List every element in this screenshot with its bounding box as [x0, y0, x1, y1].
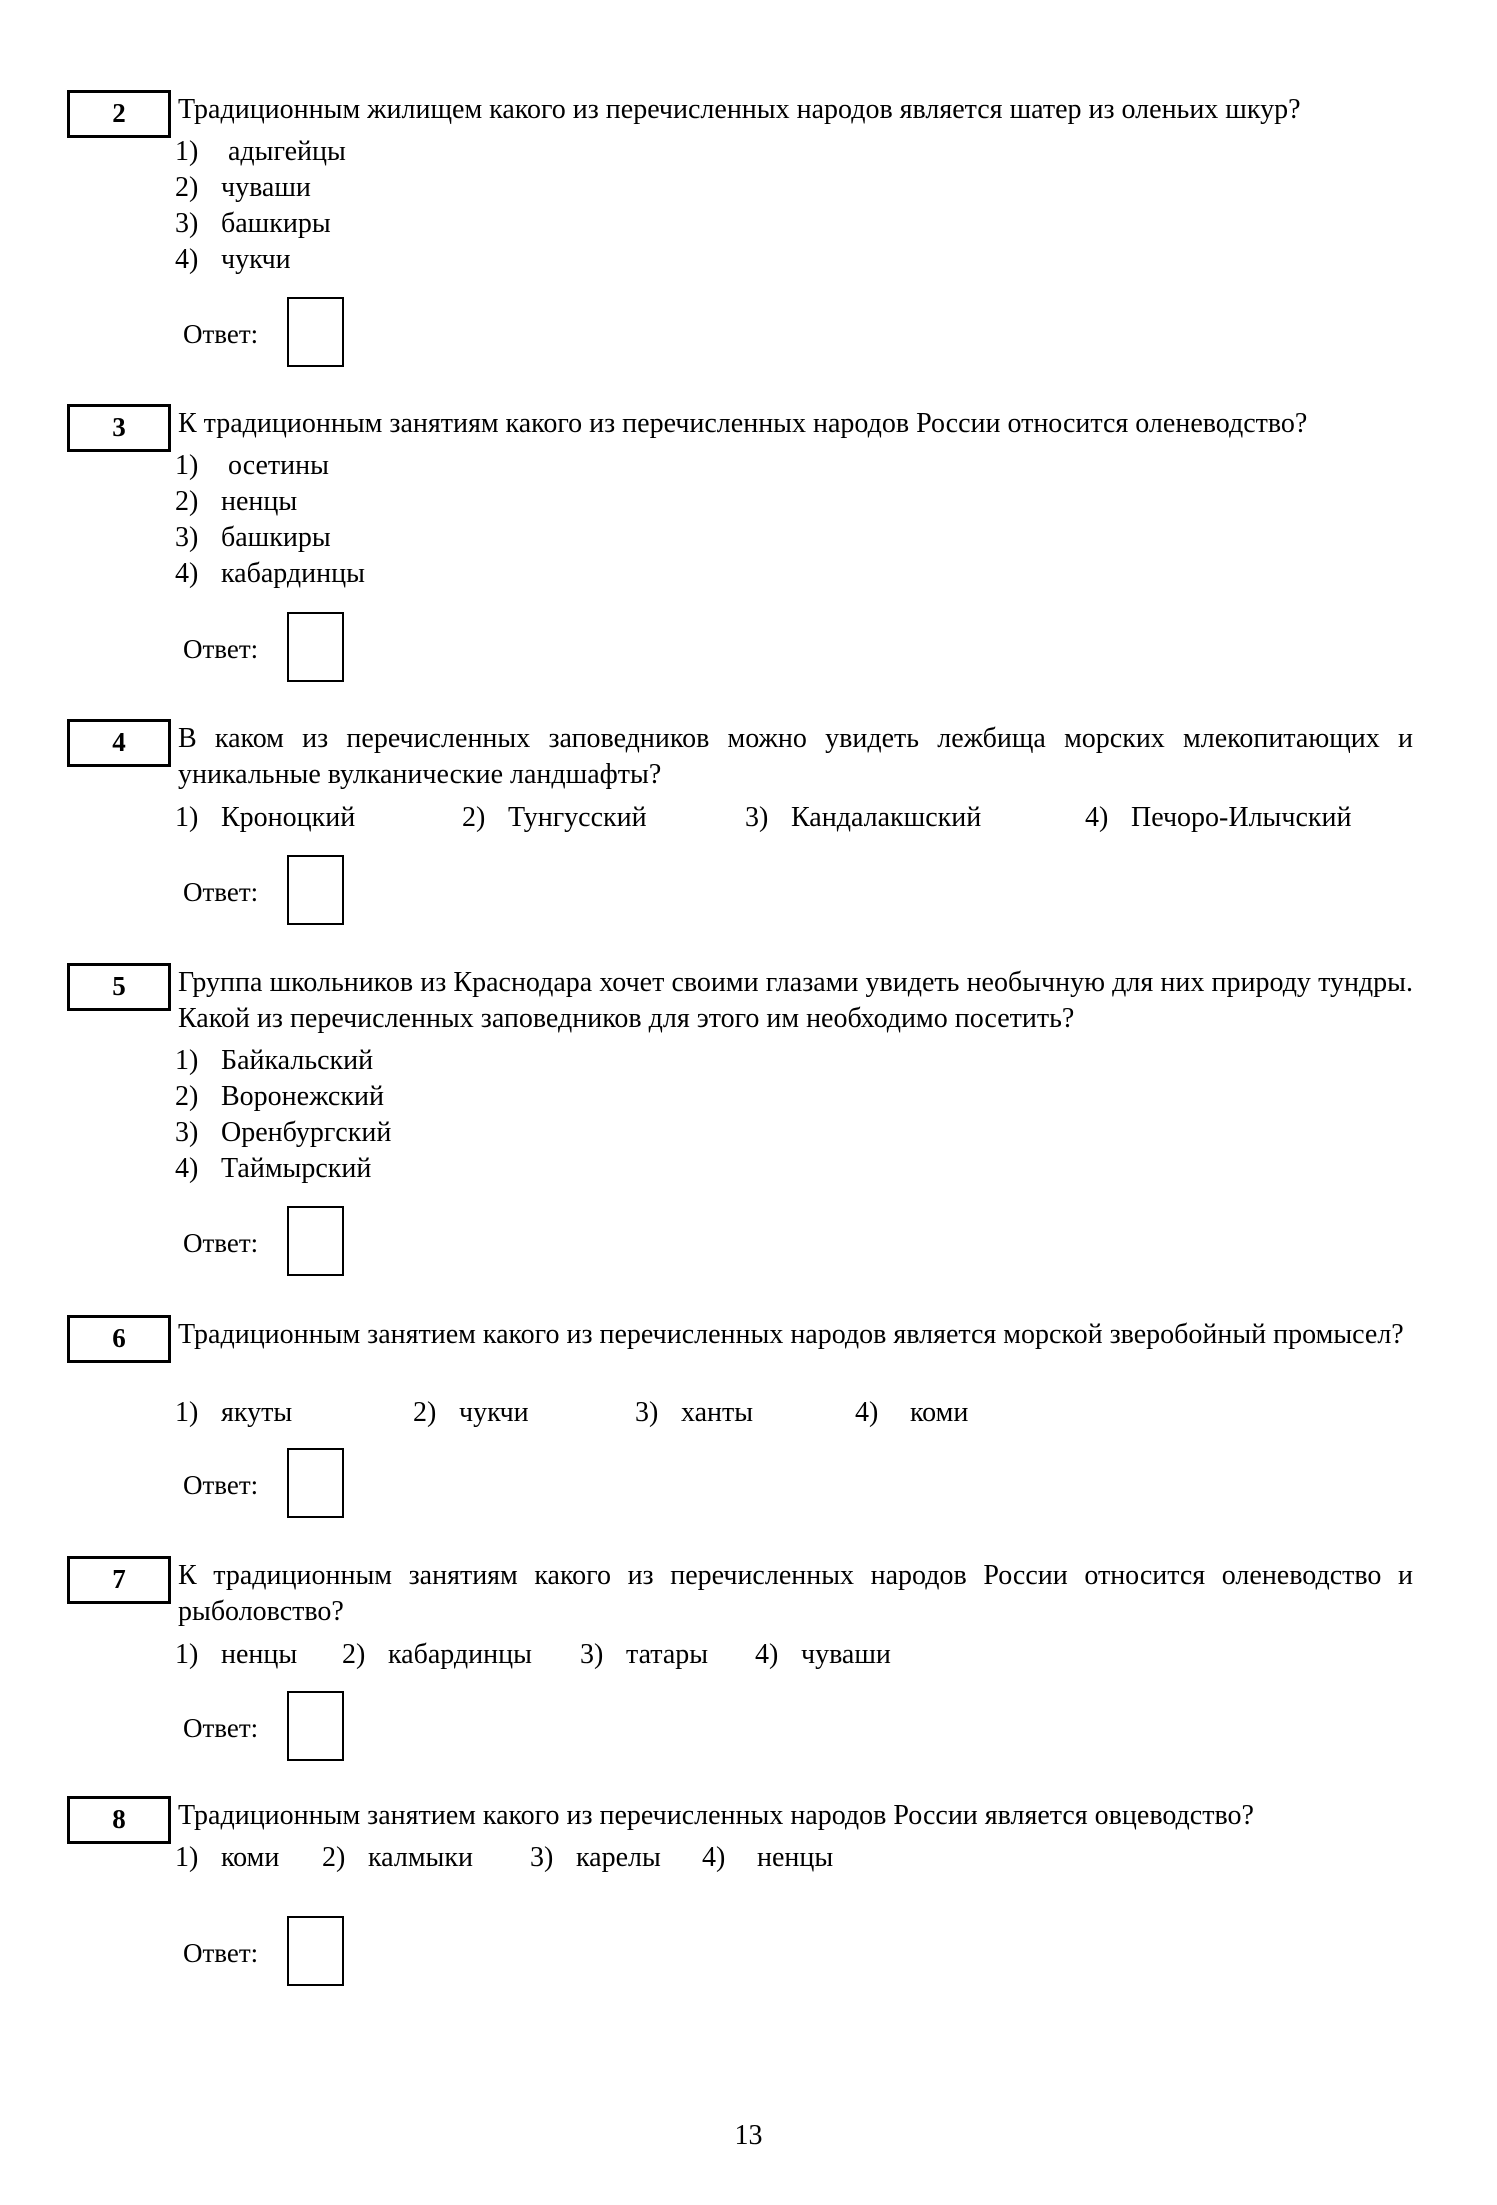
question-number-box: 8: [67, 1796, 171, 1844]
option-3: 3) карелы: [530, 1842, 661, 1873]
answer-label: Ответ:: [183, 1228, 259, 1258]
answer-input-box[interactable]: [287, 855, 344, 925]
question-text: К традиционным занятиям какого из перечисленных народов России относится оленеводство?: [178, 408, 1308, 439]
question-text: К традиционным занятиям какого из перечисленных народов России относится оленеводство и рыболовство?: [178, 1560, 1413, 1627]
answer-label: Ответ:: [183, 1470, 259, 1500]
option-1: 1) осетины: [175, 450, 329, 481]
option-4: 4) Таймырский: [175, 1153, 372, 1184]
option-1: 1) якуты: [175, 1397, 293, 1428]
question-number-box: 3: [67, 404, 171, 452]
options-list: [175, 134, 346, 278]
question-number-box: 7: [67, 1556, 171, 1604]
option-3: 3) башкиры: [175, 522, 331, 553]
answer-input-box[interactable]: [287, 612, 344, 682]
options-list: [175, 448, 365, 592]
option-2: 2) чуваши: [175, 172, 311, 203]
option-4: 4) Печоро-Илычский: [1085, 802, 1352, 833]
option-2: 2) кабардинцы: [342, 1639, 532, 1670]
option-2: 2) Тунгусский: [462, 802, 647, 833]
option-4: 4) чукчи: [175, 244, 291, 275]
question-number-box: 6: [67, 1315, 171, 1363]
option-3: 3) Оренбургский: [175, 1117, 392, 1148]
question-number-box: 5: [67, 963, 171, 1011]
answer-input-box[interactable]: [287, 297, 344, 367]
answer-label: Ответ:: [183, 1938, 259, 1968]
option-4: 4) ненцы: [702, 1842, 834, 1873]
option-3: 3) ханты: [635, 1397, 754, 1428]
option-4: 4) чуваши: [755, 1639, 891, 1670]
question-text: Группа школьников из Краснодара хочет своими глазами увидеть необычную для них природу тундры. Какой из перечисленных заповедников для этого им необходимо посетить?: [178, 967, 1413, 1034]
option-2: 2) ненцы: [175, 486, 298, 517]
option-1: 1) адыгейцы: [175, 136, 346, 167]
option-4: 4) кабардинцы: [175, 558, 365, 589]
answer-label: Ответ:: [183, 1713, 259, 1743]
answer-input-box[interactable]: [287, 1448, 344, 1518]
answer-label: Ответ:: [183, 319, 259, 349]
option-3: 3) башкиры: [175, 208, 331, 239]
answer-label: Ответ:: [183, 877, 259, 907]
page-number: 13: [734, 2120, 763, 2151]
question-text: Традиционным жилищем какого из перечисленных народов является шатер из оленьих шкур?: [178, 94, 1301, 125]
question-text: Традиционным занятием какого из перечисленных народов России является овцеводство?: [178, 1800, 1254, 1831]
answer-input-box[interactable]: [287, 1206, 344, 1276]
option-2: 2) Воронежский: [175, 1081, 384, 1112]
option-1: 1) ненцы: [175, 1639, 298, 1670]
option-1: 1) Кроноцкий: [175, 802, 356, 833]
answer-label: Ответ:: [183, 634, 259, 664]
option-2: 2) калмыки: [322, 1842, 473, 1873]
option-4: 4) коми: [855, 1397, 969, 1428]
question-text: В каком из перечисленных заповедников можно увидеть лежбища морских млекопитающих и уникальные вулканические ландшафты?: [178, 723, 1413, 790]
question-number-box: 4: [67, 719, 171, 767]
option-3: 3) татары: [580, 1639, 709, 1670]
option-1: 1) Байкальский: [175, 1045, 374, 1076]
answer-input-box[interactable]: [287, 1691, 344, 1761]
answer-input-box[interactable]: [287, 1916, 344, 1986]
option-3: 3) Кандалакшский: [745, 802, 982, 833]
option-1: 1) коми: [175, 1842, 280, 1873]
question-number-box: 2: [67, 90, 171, 138]
question-text: Традиционным занятием какого из перечисленных народов является морской зверобойный промысел?: [178, 1319, 1404, 1350]
option-2: 2) чукчи: [413, 1397, 529, 1428]
options-list: [175, 1043, 391, 1187]
